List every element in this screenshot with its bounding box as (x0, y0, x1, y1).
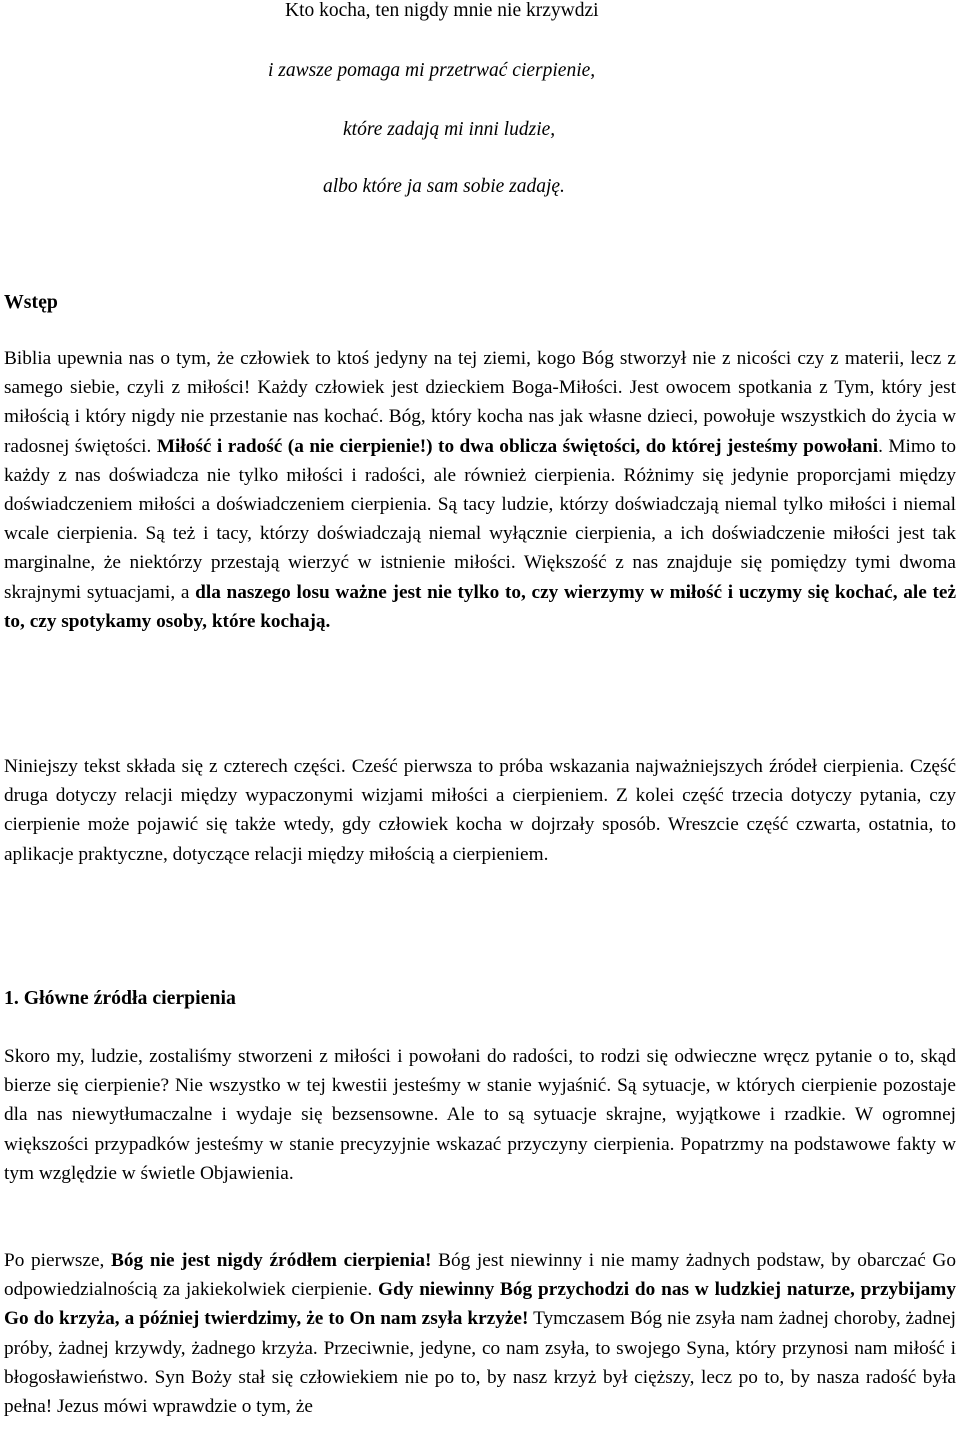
epigraph-poem (4, 0, 956, 200)
section-1-paragraph-1: Skoro my, ludzie, zostaliśmy stworzeni z miłości i powołani do radości, to rodzi się odwieczne wręcz pytanie o to, skąd bierze się cierpienie? Nie wszystko w tej kwestii jesteśmy w stanie wyjaśnić. Są sytuacje, w których cierpienie pozostaje dla nas niewytłumaczalne i wydaje się bezsensowne. Ale to są sytuacje skrajne, wyjątkowe i rzadkie. W ogromnej większości przypadków jesteśmy w stanie precyzyjnie wskazać przyczyny cierpienia. Popatrzmy na podstawowe fakty w tym względzie w świetle Objawienia. (4, 1046, 956, 1184)
bold-text-run: Miłość i radość (a nie cierpienie!) to dwa oblicza świętości, do której jesteśmy powołani (156, 435, 879, 457)
document-page (4, 0, 957, 1418)
poem-line-4: albo które ja sam sobie zadaję. (323, 176, 565, 197)
text-run: Tymczasem Bóg nie zsyła nam żadnej choroby, żadnej próby, żadnej krzywdy, żadnego krzyża. Przeciwnie, jedyne, co nam zsyła, to swojego Syna, który przynosi nam miłość i błogosławieństwo. Syn Boży stał się człowiekiem nie po to, by nasz krzyż był cięższy, lecz po to, by nasza radość była pełna! Jezus mówi wprawdzie o tym, że (4, 1308, 956, 1418)
bold-text-run: Bóg nie jest nigdy źródłem cierpienia! (111, 1250, 432, 1271)
text-run: . Mimo to każdy z nas doświadcza nie tylko miłości i radości, ale również cierpienia. Różnimy się jedynie proporcjami między doświadczeniem miłości a doświadczeniem cierpienia. Są tacy ludzie, którzy doświadczają niemal tylko miłości i niemal wcale cierpienia. Są też i tacy, którzy doświadczają niemal wyłącznie cierpienia, a ich doświadczenie miłości jest tak marginalne, że niektórzy przestają wierzyć w istnienie miłości. Większość z nas znajduje się pomiędzy tymi dwoma skrajnymi sytuacjami, a (4, 435, 956, 603)
poem-line-1: Kto kocha, ten nigdy mnie nie krzywdzi (285, 0, 599, 21)
poem-line-2: i zawsze pomaga mi przetrwać cierpienie, (268, 60, 596, 81)
bold-text-run: dla naszego losu ważne jest nie tylko to, czy wierzymy w miłość i uczymy się kochać, ale też to, czy spotykamy osoby, które kochają. (4, 581, 957, 632)
text-run: Biblia upewnia nas o tym, że człowiek to ktoś jedyny na tej ziemi, kogo Bóg stworzył nie z nicości czy z materii, lecz z samego siebie, czyli z miłości! Każdy człowiek jest dzieckiem Boga-Miłości. Jest owocem spotkania z Tym, który jest miłością i który nigdy nie przestanie nas kochać. Bóg, który kocha nas jak własne dzieci, powołuje wszystkich do życia w radosnej świętości. (4, 348, 956, 457)
section-1-paragraph-2 (4, 1246, 956, 1421)
text-run: Po pierwsze, (4, 1250, 112, 1271)
intro-paragraph-2: Niniejszy tekst składa się z czterech części. Cześć pierwsza to próba wskazania najważniejszych źródeł cierpienia. Część druga dotyczy relacji między wypaczonymi wizjami miłości a cierpieniem. Z kolei część trzecia dotyczy pytania, czy cierpienie może pojawić się także wtedy, gdy człowiek kocha w dojrzały sposób. Wreszcie część czwarta, ostatnia, to aplikacje praktyczne, dotyczące relacji między miłością a cierpieniem. (4, 756, 956, 865)
bold-text-run: Gdy niewinny Bóg przychodzi do nas w ludzkiej naturze, przybijamy Go do krzyża, a później twierdzimy, że to On nam zsyła krzyże! (4, 1279, 956, 1330)
intro-heading: Wstęp (4, 291, 58, 313)
section-1-heading: 1. Główne źródła cierpienia (4, 987, 236, 1009)
poem-line-3: które zadają mi inni ludzie, (343, 119, 556, 140)
text-run: Bóg jest niewinny i nie mamy żadnych podstaw, by obarczać Go odpowiedzialnością za jakiekolwiek cierpienie. (4, 1250, 956, 1301)
intro-paragraph-1 (4, 344, 956, 636)
